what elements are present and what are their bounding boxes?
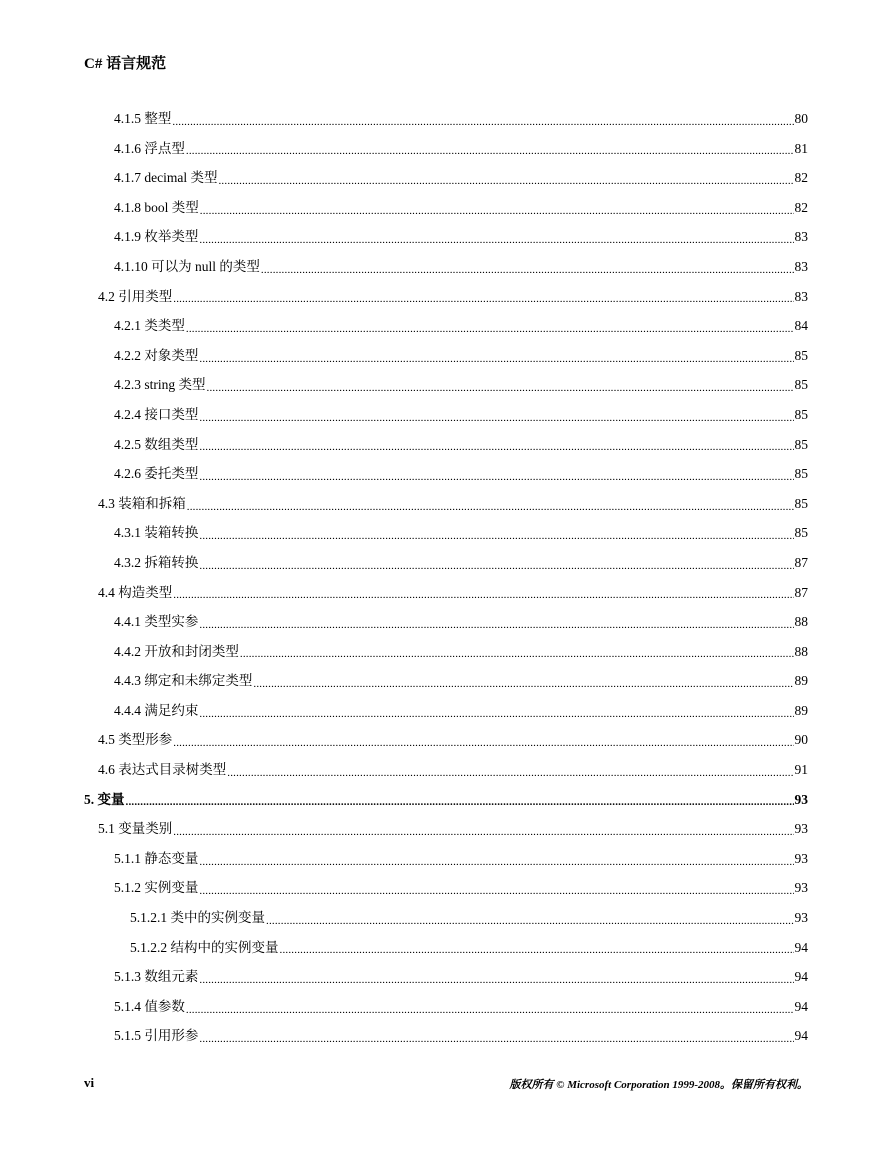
- toc-entry-title: 4.1.5 整型: [114, 111, 172, 126]
- toc-entry[interactable]: [0, 341, 893, 371]
- toc-entry[interactable]: [0, 844, 893, 874]
- toc-entry-title: 4.2.4 接口类型: [114, 406, 199, 422]
- toc-entry-page-number: 83: [794, 258, 808, 274]
- toc-entry-page-number: 88: [794, 614, 808, 630]
- toc-entry[interactable]: [0, 518, 893, 548]
- toc-entry-title: 5.1.2 实例变量: [114, 880, 199, 896]
- table-of-contents: [0, 104, 893, 1051]
- toc-entry-page-number: 94: [794, 939, 808, 955]
- toc-entry[interactable]: [0, 548, 893, 578]
- toc-entry-title: 5.1 变量类别: [98, 821, 173, 837]
- toc-entry-page-number: 85: [794, 495, 808, 511]
- toc-entry-title: 4.4.4 满足约束: [114, 702, 199, 718]
- toc-entry[interactable]: [0, 873, 893, 903]
- toc-entry-page-number: 83: [794, 229, 808, 245]
- toc-entry-page-number: 85: [794, 436, 808, 452]
- toc-entry-page-number: 93: [794, 850, 808, 866]
- toc-entry-title: 4.3 装箱和拆箱: [98, 495, 186, 511]
- toc-entry-title: 4.6 表达式目录树类型: [98, 762, 227, 778]
- dot-leader: [199, 470, 793, 484]
- dot-leader: [199, 440, 793, 454]
- dot-leader: [199, 855, 793, 869]
- toc-entry-page-number: 91: [794, 762, 808, 778]
- dot-leader: [261, 263, 794, 277]
- toc-entry[interactable]: [0, 755, 893, 785]
- toc-entry-title: 4.2.5 数组类型: [114, 436, 199, 452]
- toc-entry-title: 4.2.6 委托类型: [114, 466, 199, 482]
- toc-entry[interactable]: [0, 134, 893, 164]
- toc-entry-page-number: 87: [794, 554, 808, 570]
- dot-leader: [199, 884, 793, 898]
- dot-leader: [173, 825, 793, 839]
- toc-entry-title: 5.1.2.1 类中的实例变量: [130, 910, 265, 926]
- toc-entry-page-number: 85: [794, 347, 808, 363]
- toc-entry[interactable]: [0, 311, 893, 341]
- toc-entry-page-number: 81: [794, 140, 808, 156]
- dot-leader: [186, 322, 794, 336]
- page-header-title: C# 语言规范: [84, 56, 167, 72]
- dot-leader: [172, 115, 793, 129]
- dot-leader: [173, 292, 793, 306]
- toc-entry[interactable]: [0, 1021, 893, 1051]
- dot-leader: [199, 559, 793, 573]
- toc-entry-title: 5. 变量: [84, 791, 125, 807]
- toc-entry-title: 4.3.2 拆箱转换: [114, 554, 199, 570]
- dot-leader: [199, 618, 793, 632]
- toc-entry-page-number: 85: [794, 525, 808, 541]
- toc-entry[interactable]: [0, 992, 893, 1022]
- toc-entry[interactable]: [0, 400, 893, 430]
- toc-entry[interactable]: [0, 163, 893, 193]
- toc-entry-page-number: 93: [794, 910, 808, 926]
- toc-entry-page-number: 84: [794, 318, 808, 334]
- toc-entry-title: 4.2 引用类型: [98, 288, 173, 304]
- toc-entry[interactable]: [0, 430, 893, 460]
- toc-entry-page-number: 93: [794, 821, 808, 837]
- footer-copyright: 版权所有 © Microsoft Corporation 1999-2008。保留所有权利。: [509, 1079, 808, 1091]
- dot-leader: [199, 973, 793, 987]
- toc-entry[interactable]: [0, 282, 893, 312]
- dot-leader: [240, 647, 794, 661]
- toc-entry-page-number: 85: [794, 406, 808, 422]
- toc-entry-title: 4.4.1 类型实参: [114, 614, 199, 630]
- dot-leader: [173, 736, 793, 750]
- toc-entry[interactable]: [0, 814, 893, 844]
- dot-leader: [253, 677, 793, 691]
- dot-leader: [126, 795, 794, 809]
- dot-leader: [173, 588, 793, 602]
- dot-leader: [280, 943, 794, 957]
- toc-entry-title: 4.1.8 bool 类型: [114, 199, 199, 215]
- toc-entry-page-number: 94: [794, 969, 808, 985]
- dot-leader: [187, 500, 794, 514]
- dot-leader: [199, 411, 793, 425]
- toc-entry-title: 5.1.5 引用形参: [114, 1028, 199, 1044]
- toc-entry-page-number: 93: [794, 791, 808, 807]
- toc-entry[interactable]: [0, 637, 893, 667]
- toc-entry-page-number: 88: [794, 643, 808, 659]
- toc-entry[interactable]: [0, 962, 893, 992]
- toc-entry-title: 4.4.3 绑定和未绑定类型: [114, 673, 253, 689]
- toc-entry-page-number: 82: [794, 199, 808, 215]
- toc-entry-page-number: 90: [794, 732, 808, 748]
- toc-entry-title: 4.5 类型形参: [98, 732, 173, 748]
- toc-entry-page-number: 85: [794, 466, 808, 482]
- toc-entry-page-number: 82: [794, 170, 808, 186]
- toc-entry[interactable]: [0, 252, 893, 282]
- toc-entry[interactable]: [0, 785, 893, 815]
- toc-entry-page-number: 94: [794, 998, 808, 1014]
- dot-leader: [200, 204, 794, 218]
- toc-entry-page-number: 89: [794, 702, 808, 718]
- toc-entry[interactable]: [0, 370, 893, 400]
- toc-entry-title: 4.4 构造类型: [98, 584, 173, 600]
- dot-leader: [266, 914, 794, 928]
- toc-entry-title: 4.1.7 decimal 类型: [114, 170, 218, 186]
- toc-entry-title: 4.2.3 string 类型: [114, 377, 206, 393]
- toc-entry-title: 4.1.10 可以为 null 的类型: [114, 258, 260, 274]
- toc-entry[interactable]: [0, 933, 893, 963]
- toc-entry[interactable]: [0, 459, 893, 489]
- toc-entry-page-number: 94: [794, 1028, 808, 1044]
- toc-entry-title: 4.2.1 类类型: [114, 318, 185, 334]
- toc-entry-title: 4.2.2 对象类型: [114, 347, 199, 363]
- dot-leader: [199, 529, 793, 543]
- toc-entry-title: 4.1.9 枚举类型: [114, 229, 199, 245]
- dot-leader: [186, 1003, 794, 1017]
- toc-entry-page-number: 89: [794, 673, 808, 689]
- toc-entry-page-number: 87: [794, 584, 808, 600]
- toc-entry[interactable]: [0, 666, 893, 696]
- toc-entry[interactable]: [0, 607, 893, 637]
- toc-entry[interactable]: [0, 193, 893, 223]
- toc-entry[interactable]: [0, 903, 893, 933]
- dot-leader: [186, 144, 794, 158]
- toc-entry-title: 4.3.1 装箱转换: [114, 525, 199, 541]
- toc-entry-page-number: 93: [794, 880, 808, 896]
- toc-entry-title: 5.1.3 数组元素: [114, 969, 199, 985]
- toc-entry-page-number: 80: [794, 111, 808, 126]
- toc-entry-title: 5.1.2.2 结构中的实例变量: [130, 939, 279, 955]
- toc-entry[interactable]: [0, 725, 893, 755]
- toc-entry[interactable]: [0, 104, 893, 134]
- dot-leader: [199, 707, 793, 721]
- footer-page-number: vi: [84, 1075, 95, 1090]
- toc-entry[interactable]: [0, 489, 893, 519]
- toc-entry-title: 4.4.2 开放和封闭类型: [114, 643, 239, 659]
- toc-entry-page-number: 83: [794, 288, 808, 304]
- toc-entry-title: 4.1.6 浮点型: [114, 140, 185, 156]
- toc-entry-page-number: 85: [794, 377, 808, 393]
- dot-leader: [207, 381, 794, 395]
- dot-leader: [227, 766, 793, 780]
- toc-entry-title: 5.1.1 静态变量: [114, 850, 199, 866]
- dot-leader: [218, 174, 793, 188]
- toc-entry[interactable]: [0, 578, 893, 608]
- toc-entry-title: 5.1.4 值参数: [114, 998, 185, 1014]
- dot-leader: [199, 352, 793, 366]
- dot-leader: [199, 233, 793, 247]
- toc-entry[interactable]: [0, 222, 893, 252]
- dot-leader: [199, 1032, 793, 1046]
- toc-entry[interactable]: [0, 696, 893, 726]
